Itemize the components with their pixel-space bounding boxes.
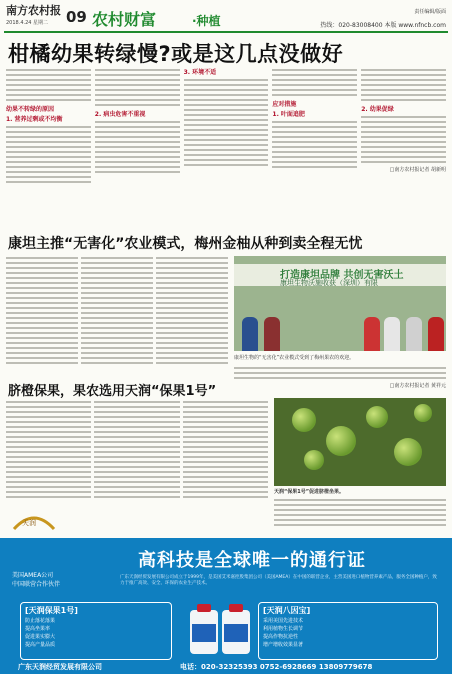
article3-column-1 bbox=[6, 398, 91, 500]
article1-subhead: 2. 病虫危害不重视 bbox=[94, 111, 146, 118]
text-lines bbox=[6, 69, 91, 101]
person-figure bbox=[384, 317, 400, 351]
article1-subhead: 幼果不转绿的原因 bbox=[6, 106, 55, 113]
orange-fruit bbox=[326, 426, 356, 456]
section-title: 农村财富 bbox=[92, 10, 157, 29]
article1-body bbox=[6, 66, 446, 225]
product-feature: 提高坐果率 bbox=[25, 626, 51, 632]
issue-date: 2018.4.24 星期二 bbox=[6, 20, 49, 26]
article2-byline: □南方农村报记者 黄祥元 bbox=[389, 383, 446, 389]
hotline: 热线：020-83008400 本版 www.nfncb.com bbox=[320, 22, 446, 29]
article2-column-1 bbox=[6, 254, 78, 368]
product-box-2 bbox=[258, 602, 438, 660]
product-feature: 促进果实膨大 bbox=[25, 634, 56, 640]
product-bottle bbox=[190, 610, 218, 654]
product-box-1 bbox=[20, 602, 172, 660]
ad-company bbox=[12, 571, 60, 589]
article3-body bbox=[6, 398, 268, 500]
photo-banner-subtext: 康坦生物沃施收获（深圳）有限 bbox=[280, 279, 378, 287]
product-feature: 提高作物抗逆性 bbox=[263, 634, 299, 640]
orange-fruit bbox=[414, 404, 432, 422]
article2-body-continued bbox=[234, 364, 446, 389]
article2-headline: 康坦主推“无害化”农业模式，梅州金柚从种到卖全程无忧 bbox=[8, 236, 363, 252]
orange-fruit bbox=[304, 450, 324, 470]
orange-fruit bbox=[366, 406, 388, 428]
article3-column-2 bbox=[94, 398, 179, 500]
article1-column-1 bbox=[6, 66, 91, 225]
article3-photo bbox=[274, 398, 446, 486]
product-features bbox=[263, 617, 303, 649]
ad-phone: 电话：020-32325393 0752-6928669 13809779678 bbox=[180, 663, 373, 671]
text-lines bbox=[95, 121, 180, 173]
tianrun-logo-text: 天润 bbox=[22, 519, 36, 527]
article1-subhead: 1. 叶面追肥 bbox=[272, 111, 305, 118]
product-name: [天润保果1号] bbox=[25, 606, 78, 615]
person-figure bbox=[364, 317, 380, 351]
article1-subhead: 3. 环境不适 bbox=[183, 69, 217, 76]
article1-subhead: 应对措施 bbox=[272, 101, 297, 108]
page-number: 09 bbox=[66, 8, 87, 26]
text-lines bbox=[361, 116, 446, 163]
article3-body-continued bbox=[274, 496, 446, 536]
product-feature: 提高产量品质 bbox=[25, 642, 56, 648]
article2-column-3 bbox=[156, 254, 228, 368]
product-features bbox=[25, 617, 55, 649]
product-feature: 采用美国先进技术 bbox=[263, 618, 304, 624]
text-lines bbox=[272, 121, 357, 168]
article3-photo-caption: 天润“保果1号”促进脐橙坐果。 bbox=[274, 489, 345, 495]
article1-subhead: 1. 营养过剩或不均衡 bbox=[6, 116, 63, 123]
article1-column-3 bbox=[184, 66, 269, 225]
text-lines bbox=[184, 79, 269, 166]
article1-column-2 bbox=[95, 66, 180, 225]
photo-banner-text: 打造康坦品牌 共创无害沃土 bbox=[280, 270, 404, 281]
person-figure bbox=[242, 317, 258, 351]
ad-company-line: 美国AMEA公司 bbox=[12, 572, 54, 579]
person-figure bbox=[406, 317, 422, 351]
orange-fruit bbox=[394, 438, 422, 466]
article3-headline: 脐橙保果，果农选用天润“保果1号” bbox=[8, 384, 217, 399]
product-bottle bbox=[222, 610, 250, 654]
product-feature: 利用植物生长调节 bbox=[263, 626, 304, 632]
article1-headline: 柑橘幼果转绿慢?或是这几点没做好 bbox=[8, 42, 344, 66]
ad-title: 高科技是全球唯一的通行证 bbox=[138, 550, 366, 571]
text-lines bbox=[6, 126, 91, 183]
article3-column-3 bbox=[183, 398, 268, 500]
section-subtitle: ·种植 bbox=[192, 14, 221, 28]
text-lines bbox=[272, 69, 357, 96]
article1-column-5 bbox=[361, 66, 446, 225]
person-figure bbox=[264, 317, 280, 351]
ad-blurb: 广东天润经贸发展有限公司成立于1999年，是美国艾米嘉控股集团公司（美国AMEA）在中国的联营企业，主营美国进口植物营养素产品，服务全国种植户，致力于推广高效、安全、环保的农业生产技术。 bbox=[120, 575, 437, 586]
article2-photo-caption: 康坦生物的“无害化”农业模式受到了梅州果农的欢迎。 bbox=[234, 355, 355, 361]
text-lines bbox=[361, 69, 446, 101]
advertisement bbox=[0, 538, 452, 674]
paper-name: 南方农村报 bbox=[6, 4, 61, 17]
article2-photo bbox=[234, 256, 446, 351]
ad-company-name: 广东天润经贸发展有限公司 bbox=[18, 663, 102, 671]
article1-subhead: 2. 幼果促绿 bbox=[361, 106, 394, 113]
editor-info: 责任编辑/版面 bbox=[414, 9, 446, 15]
orange-fruit bbox=[292, 408, 316, 432]
product-feature: 增产增收效果显著 bbox=[263, 642, 304, 648]
product-feature: 防止落花落果 bbox=[25, 618, 56, 624]
person-figure bbox=[428, 317, 444, 351]
product-name: [天润八因宝] bbox=[263, 606, 311, 615]
text-lines bbox=[95, 69, 180, 106]
article2-column-2 bbox=[81, 254, 153, 368]
ad-company-line: 中国联营合作伙伴 bbox=[12, 581, 61, 588]
article1-byline: □南方农村报记者 胡新明 bbox=[389, 167, 446, 173]
page-header bbox=[0, 0, 452, 32]
article1-column-4 bbox=[272, 66, 357, 225]
article2-body bbox=[6, 254, 228, 368]
header-rule bbox=[4, 31, 448, 33]
